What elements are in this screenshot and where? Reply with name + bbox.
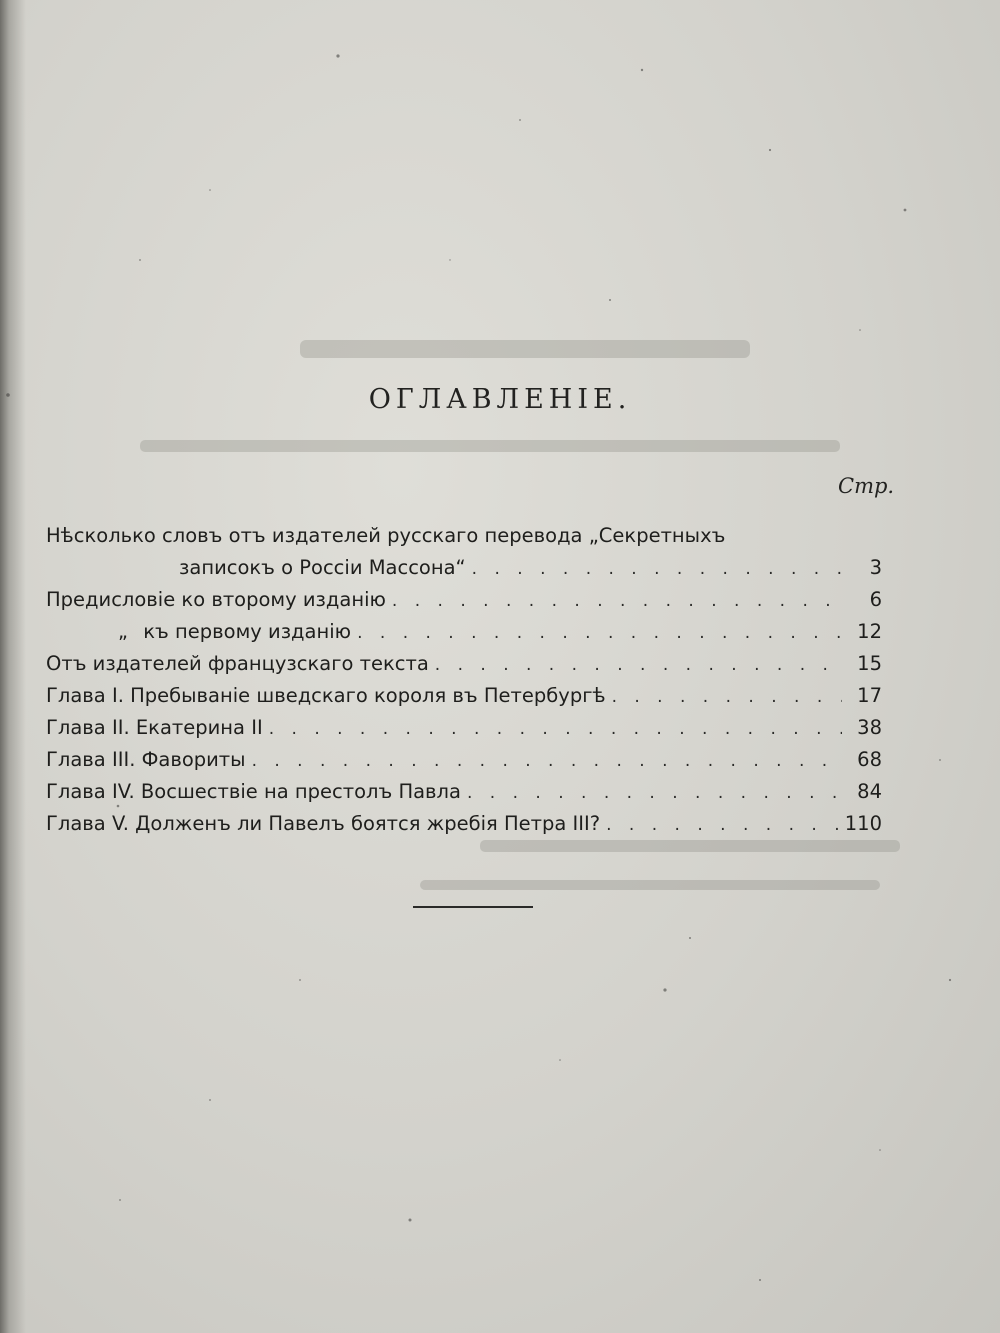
dot-leader (263, 713, 842, 745)
toc-entry-text: Глава V. Долженъ ли Павелъ боятся жребія Петра III? (46, 812, 601, 835)
toc-entry (46, 680, 882, 712)
page-column-label: Стр. (838, 474, 895, 498)
toc-entry-text: Глава IV. Восшествіе на престолъ Павла (46, 780, 461, 803)
toc-entry (46, 776, 882, 808)
toc-entry (46, 552, 882, 584)
dot-leader (466, 553, 842, 585)
toc-entry-page: 3 (869, 556, 882, 579)
toc-entry (46, 584, 882, 616)
dot-leader (461, 777, 842, 809)
dot-leader (246, 745, 842, 777)
toc-entry-text: Отъ издателей французскаго текста (46, 652, 429, 675)
toc-entry-text: Предисловіе ко второму изданію (46, 588, 386, 611)
toc-entry-page: 68 (857, 748, 882, 771)
toc-entry (46, 712, 882, 744)
toc-entry-page: 15 (857, 652, 882, 675)
dot-leader (429, 649, 842, 681)
toc-entry (46, 616, 882, 648)
toc-entry-text: Глава I. Пребываніе шведскаго короля въ Петербургѣ (46, 684, 606, 707)
toc-entry-page: 6 (869, 588, 882, 611)
toc-entry (46, 744, 882, 776)
toc-entry (46, 648, 882, 680)
dot-leader (386, 585, 842, 617)
toc-entry-page: 84 (857, 780, 882, 803)
toc-entry (46, 808, 882, 840)
toc-entry-text: Нѣсколько словъ отъ издателей русскаго перевода „Секретныхъ (46, 524, 726, 547)
toc-entry-text: записокъ о Россіи Массона“ (179, 556, 466, 579)
dot-leader (600, 809, 842, 841)
toc-entry-page: 110 (844, 812, 882, 835)
toc-entry-text: къ первому изданію (143, 620, 352, 643)
ditto-mark: „ (118, 621, 128, 643)
page-title: ОГЛАВЛЕНІЕ. (368, 384, 632, 415)
binding-gutter-shadow (0, 0, 26, 1333)
dot-leader (606, 681, 842, 713)
dot-leader (351, 617, 842, 649)
toc-entry-page: 38 (857, 716, 882, 739)
toc-entry-text: Глава III. Фавориты (46, 748, 246, 771)
table-of-contents (46, 520, 882, 840)
toc-entry-page: 12 (857, 620, 882, 643)
toc-entry-page: 17 (857, 684, 882, 707)
toc-entry-text: Глава II. Екатерина II (46, 716, 263, 739)
toc-entry (46, 520, 882, 552)
closing-rule (413, 906, 533, 908)
